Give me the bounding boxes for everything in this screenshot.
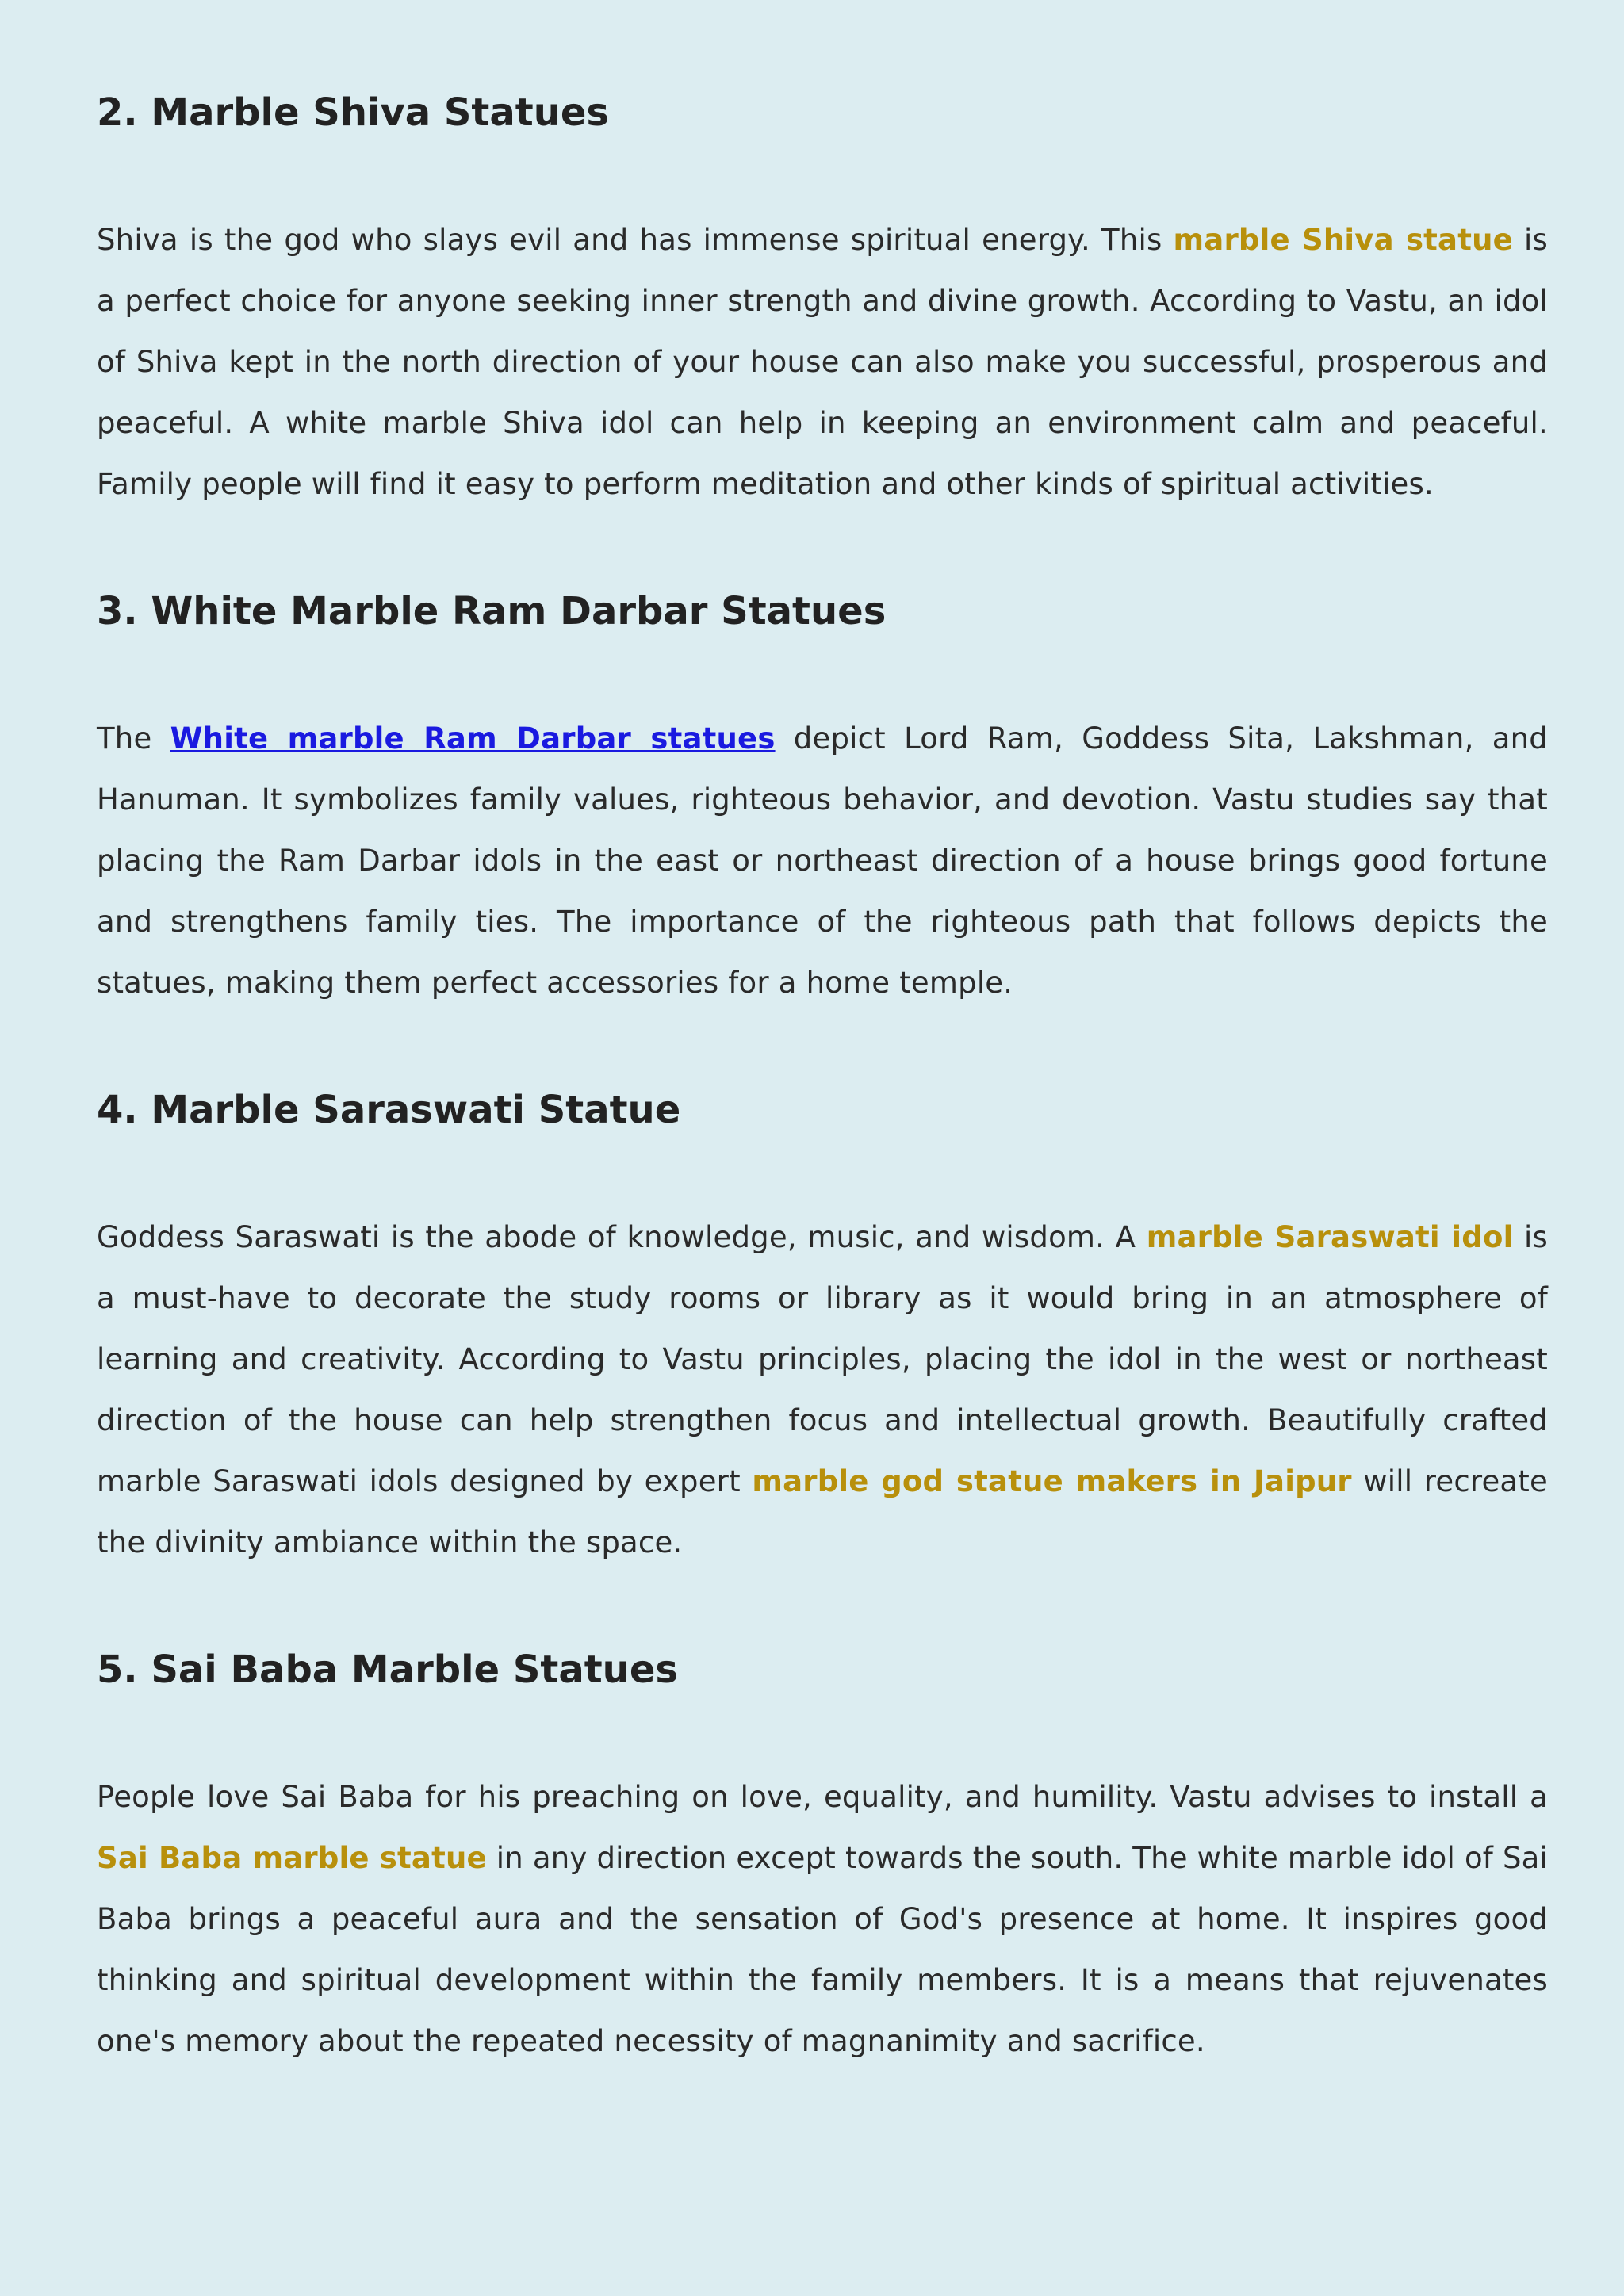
highlight-link-statue-makers-jaipur[interactable]: marble god statue makers in Jaipur: [752, 1464, 1352, 1498]
section-paragraph: [97, 708, 1548, 1013]
section-paragraph: [97, 209, 1548, 515]
paragraph-text: in any direction except towards the south. The white marble idol of Sai Baba brings a peaceful aura and the sensation of God's presence at home. It inspires good thinking and spiritual development within the family members. It is a means that rejuvenates one's memory about the repeated necessity of magnanimity and sacrifice.: [97, 1841, 1549, 2058]
paragraph-text: depict Lord Ram, Goddess Sita, Lakshman, and Hanuman. It symbolizes family values, righteous behavior, and devotion. Vastu studies say that placing the Ram Darbar idols in the east or northeast direction of a house brings good fortune and strengthens family ties. The importance of the righteous path that follows depicts the statues, making them perfect accessories for a home temple.: [97, 721, 1548, 1000]
paragraph-text: People love Sai Baba for his preaching on love, equality, and humility. Vastu advises to install a: [97, 1780, 1548, 1814]
paragraph-text: The: [97, 721, 170, 756]
link-ram-darbar-statues[interactable]: White marble Ram Darbar statues: [170, 721, 776, 756]
paragraph-text: is a perfect choice for anyone seeking inner strength and divine growth. According to Vastu, an idol of Shiva kept in the north direction of your house can also make you successful, prosperous and peaceful. A white marble Shiva idol can help in keeping an environment calm and peaceful. Family people will find it easy to perform meditation and other kinds of spiritual activities.: [97, 223, 1549, 501]
section-sai-baba: [97, 1636, 1548, 2072]
section-saraswati: [97, 1077, 1548, 1573]
section-heading: 2. Marble Shiva Statues: [97, 90, 609, 135]
section-paragraph: [97, 1766, 1548, 2072]
highlight-link-marble-saraswati-idol[interactable]: marble Saraswati idol: [1146, 1220, 1514, 1254]
section-heading: 3. White Marble Ram Darbar Statues: [97, 589, 887, 633]
highlight-link-sai-baba-marble-statue[interactable]: Sai Baba marble statue: [97, 1841, 487, 1875]
section-ram-darbar: [97, 578, 1548, 1013]
section-heading: 4. Marble Saraswati Statue: [97, 1088, 681, 1132]
paragraph-text: will recreate the divinity ambiance within the space.: [97, 1464, 1548, 1559]
article-content: [97, 79, 1548, 2072]
section-paragraph: [97, 1207, 1548, 1573]
highlight-link-marble-shiva-statue[interactable]: marble Shiva statue: [1173, 223, 1513, 257]
paragraph-text: Shiva is the god who slays evil and has immense spiritual energy. This: [97, 223, 1174, 257]
section-heading: 5. Sai Baba Marble Statues: [97, 1647, 678, 1692]
paragraph-text: is a must-have to decorate the study rooms or library as it would bring in an atmosphere of learning and creativity. According to Vastu principles, placing the idol in the west or northeast direction of the house can help strengthen focus and intellectual growth. Beautifully crafted marble Saraswati idols designed by expert: [97, 1220, 1548, 1498]
section-marble-shiva: [97, 79, 1548, 515]
paragraph-text: Goddess Saraswati is the abode of knowledge, music, and wisdom. A: [97, 1220, 1147, 1254]
